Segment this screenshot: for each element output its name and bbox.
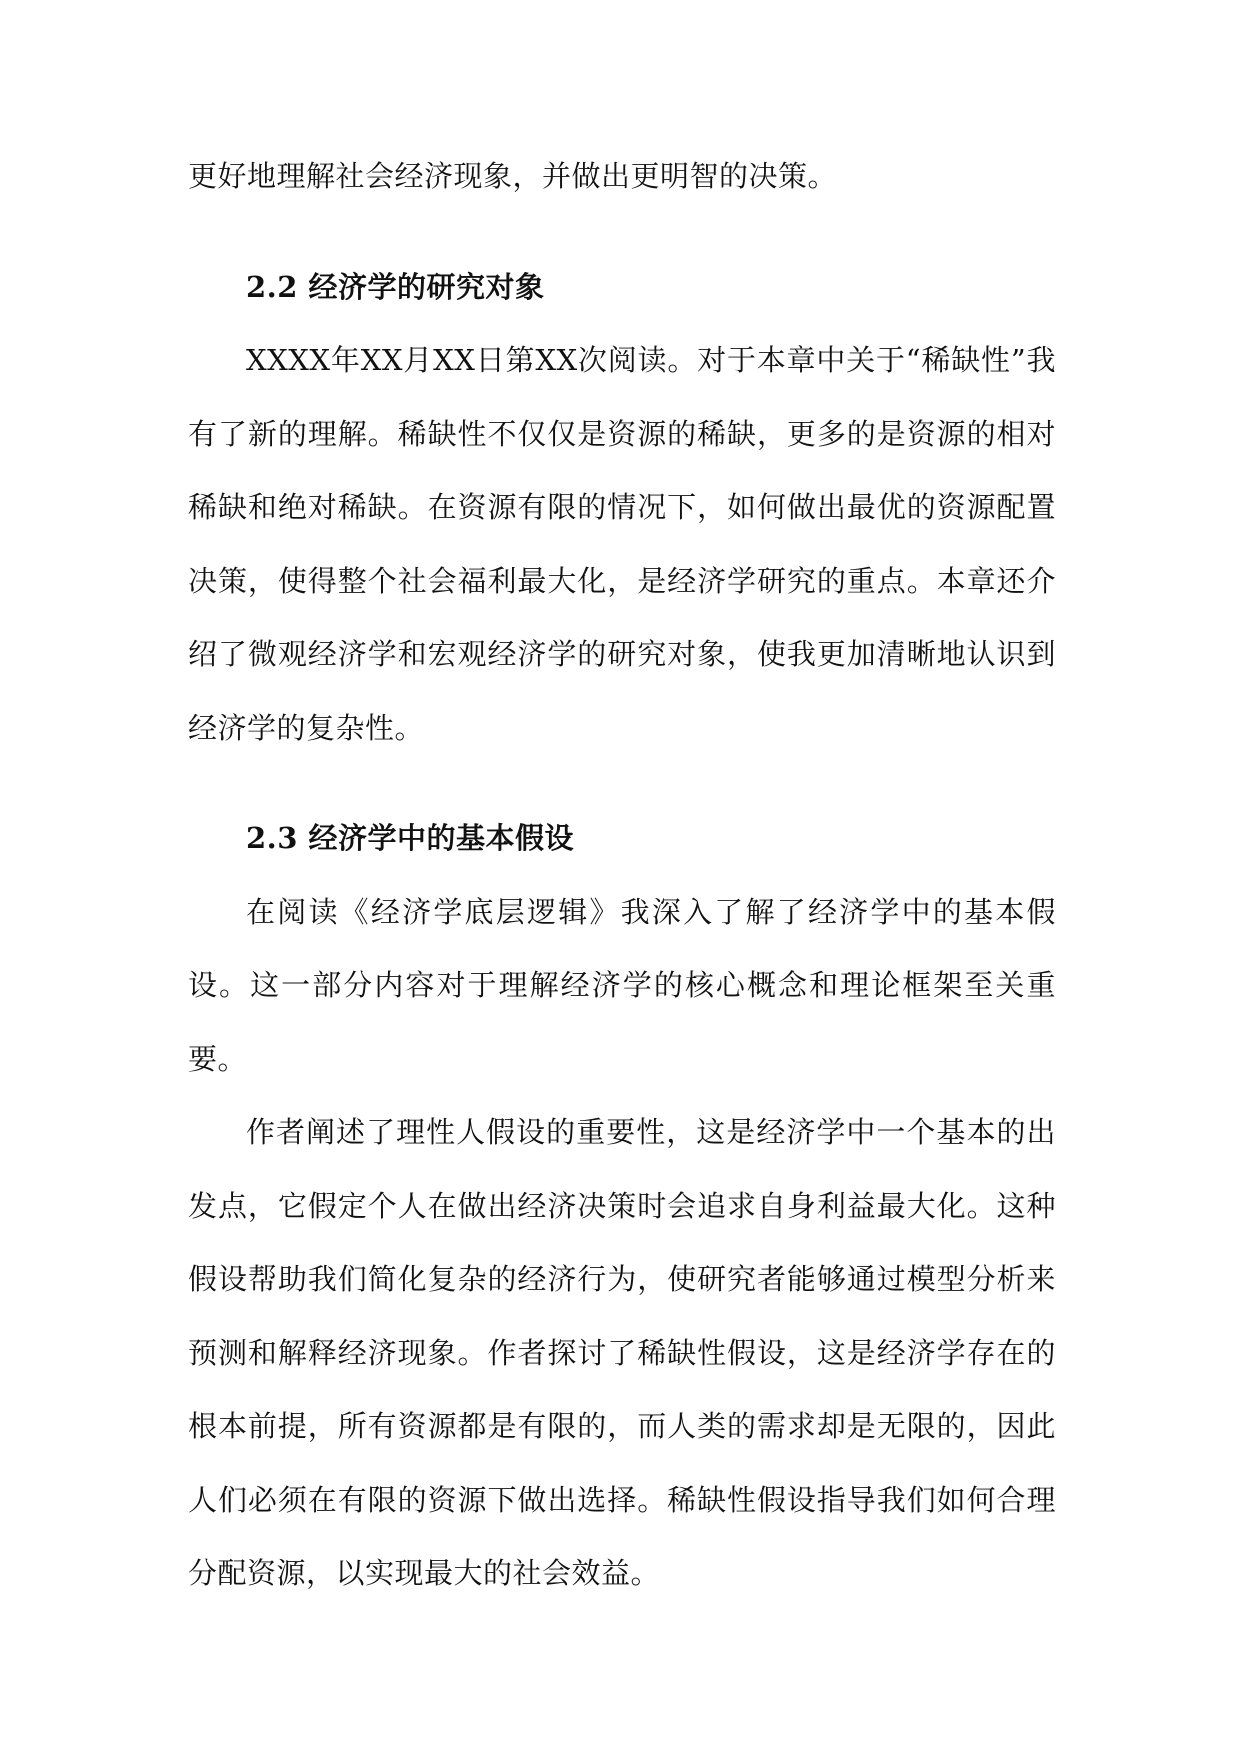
page-content xyxy=(188,140,1056,1611)
section-2-3-paragraph-1: 在阅读《经济学底层逻辑》我深入了解了经济学中的基本假设。这一部分内容对于理解经济学的核心概念和理论框架至关重要。 xyxy=(188,894,1056,1076)
section-heading-2-3: 2.3 经济学中的基本假设 xyxy=(246,821,575,855)
continuation-paragraph: 更好地理解社会经济现象，并做出更明智的决策。 xyxy=(188,159,838,193)
section-2-2-paragraph-1: XXXX年XX月XX日第XX次阅读。对于本章中关于“稀缺性”我有了新的理解。稀缺性不仅仅是资源的稀缺，更多的是资源的相对稀缺和绝对稀缺。在资源有限的情况下，如何做出最优的资源配置决策，使得整个社会福利最大化，是经济学研究的重点。本章还介绍了微观经济学和宏观经济学的研究对象，使我更加清晰地认识到经济学的复杂性。 xyxy=(188,343,1056,745)
section-gap xyxy=(188,214,1056,251)
section-gap xyxy=(188,765,1056,802)
section-heading-2-2: 2.2 经济学的研究对象 xyxy=(246,269,545,304)
section-2-3-paragraph-2: 作者阐述了理性人假设的重要性，这是经济学中一个基本的出发点，它假定个人在做出经济决策时会追求自身利益最大化。这种假设帮助我们简化复杂的经济行为，使研究者能够通过模型分析来预测和解释经济现象。作者探讨了稀缺性假设，这是经济学存在的根本前提，所有资源都是有限的，而人类的需求却是无限的，因此人们必须在有限的资源下做出选择。稀缺性假设指导我们如何合理分配资源，以实现最大的社会效益。 xyxy=(188,1115,1056,1590)
